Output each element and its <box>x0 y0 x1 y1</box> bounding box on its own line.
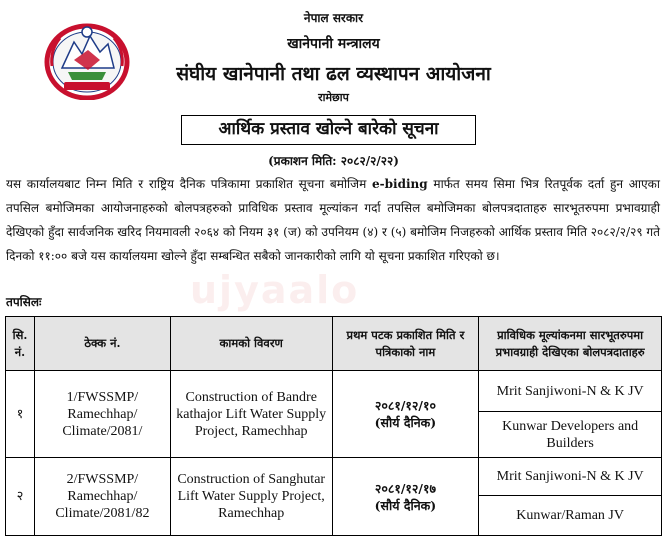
ministry-title: खानेपानी मन्त्रालय <box>287 36 380 52</box>
cell-sn: २ <box>6 458 35 536</box>
tapsil-label: तपसिलः <box>6 295 42 309</box>
cell-work: Construction of Sanghutar Lift Water Supply Project, Ramechhap <box>170 458 332 536</box>
cell-bidder: Mrit Sanjiwoni-N & K JV <box>479 371 662 412</box>
body-ebiding: e-biding <box>372 177 428 191</box>
government-title: नेपाल सरकार <box>303 11 364 25</box>
header-publication: प्रथम पटक प्रकाशित मिति र पत्रिकाको नाम <box>332 317 479 371</box>
cell-bidder: Kunwar Developers and Builders <box>479 412 662 458</box>
location-title: रामेछाप <box>318 91 349 104</box>
cell-publication <box>332 371 479 458</box>
publication-paper: (सौर्य दैनिक) <box>374 497 437 513</box>
cell-contract: 1/FWSSMP/ Ramechhap/ Climate/2081/ <box>34 371 170 458</box>
body-part-2: मार्फत समय सिमा भित्र रितपूर्वक दर्ता हुन आएका तपसिल बमोजिमका आयोजनाहरुको बोलपत्रहरुको प्राविधिक प्रस्ताव मूल्यांकन गर्दा तपसिल बमोजिमका बोलपत्रदाताहरु सारभूतरुपमा प्रभावग्राही देखिएको हुँदा सार्वजनिक खरिद नियमावली २०६४ को नियम ३१ (ज) को उपनियम (४) र (५) बमोजिम निजहरुको आर्थिक प्रस्ताव मिति २०८२/२/२९ गते दिनको ११:०० बजे यस कार्यालयमा खोल्ने हुँदा सम्बन्धित सबैको जानकारीको लागि यो सूचना प्रकाशित गरिएको छ। <box>6 177 660 263</box>
header-bidders: प्राविधिक मूल्यांकनमा सारभूतरुपमा प्रभावग्राही देखिएका बोलपत्रदाताहरु <box>479 317 662 371</box>
header-contract: ठेक्क नं. <box>34 317 170 371</box>
table-header-row <box>6 317 662 371</box>
publication-paper: (सौर्य दैनिक) <box>374 415 437 430</box>
cell-bidder: Kunwar/Raman JV <box>479 496 662 536</box>
publication-date: २०८१/१२/१७ <box>374 480 436 496</box>
publish-date: (प्रकाशन मिति: २०८२/२/२२) <box>268 154 399 168</box>
notice-title: आर्थिक प्रस्ताव खोल्ने बारेको सूचना <box>181 115 476 145</box>
cell-work: Construction of Bandre kathajor Lift Water Supply Project, Ramechhap <box>170 371 332 458</box>
table-row <box>6 371 662 412</box>
notice-body <box>6 172 660 268</box>
body-part-1: यस कार्यालयबाट निम्न मिति र राष्ट्रिय दैनिक पत्रिकामा प्रकाशित सूचना बमोजिम <box>6 177 367 191</box>
table-row <box>6 458 662 496</box>
cell-bidder: Mrit Sanjiwoni-N & K JV <box>479 458 662 496</box>
header-sn: सि. नं. <box>6 317 35 371</box>
watermark-icon: ujyaalo <box>190 268 360 312</box>
header-work: कामको विवरण <box>170 317 332 371</box>
cell-publication <box>332 458 479 536</box>
cell-contract: 2/FWSSMP/ Ramechhap/ Climate/2081/82 <box>34 458 170 536</box>
cell-sn: १ <box>6 371 35 458</box>
publication-date: २०८१/१२/१० <box>374 398 436 413</box>
project-title: संघीय खानेपानी तथा ढल व्यस्थापन आयोजना <box>176 63 491 85</box>
bid-table <box>5 316 662 536</box>
